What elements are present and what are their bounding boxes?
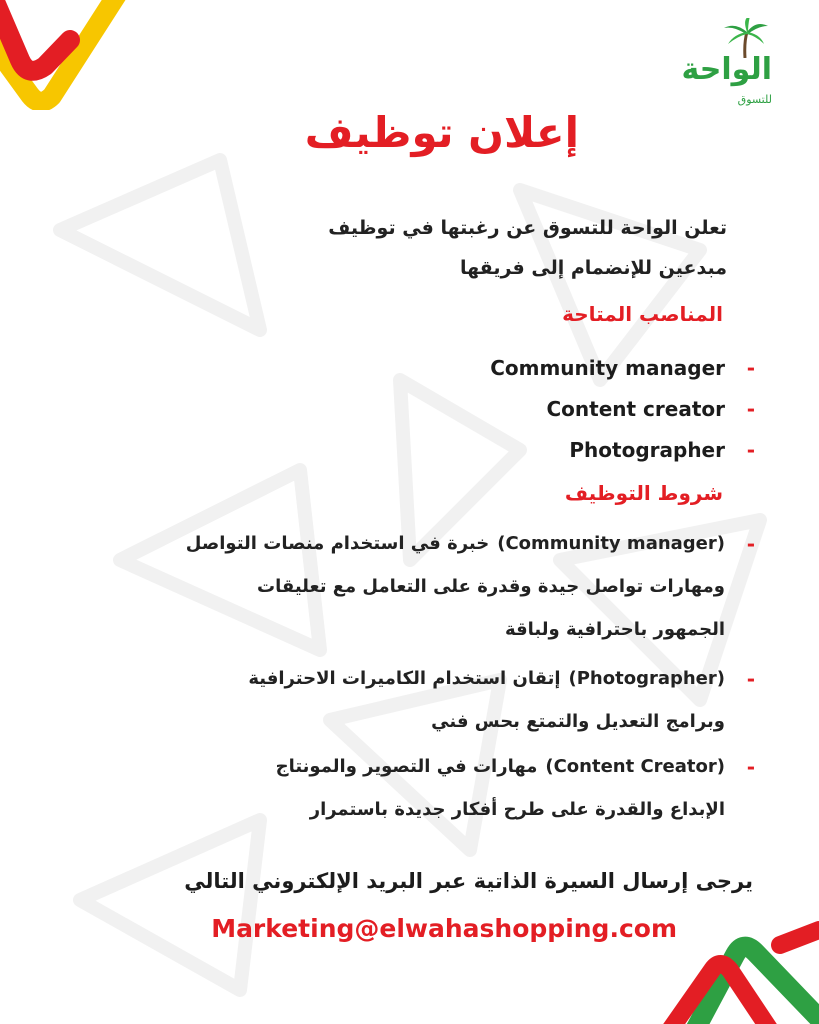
position-name: Content creator [546, 396, 725, 421]
corner-chevron-icon [0, 0, 150, 110]
intro-text [328, 208, 727, 288]
list-item [335, 429, 755, 470]
brand-name: الواحة [681, 52, 772, 87]
requirement-item [35, 657, 755, 743]
list-item [335, 347, 755, 388]
bullet-dash: - [746, 531, 755, 556]
intro-line-2: مبدعين للإنضمام إلى فريقها [459, 257, 727, 279]
bullet-dash: - [746, 666, 755, 691]
requirement-text: الإبداع والقدرة على طرح أفكار جديدة باستمرار [309, 799, 725, 820]
contact-email-link[interactable]: Marketing@elwahashopping.com [211, 914, 677, 943]
requirement-item [35, 745, 755, 831]
list-item [335, 388, 755, 429]
page-title: إعلان توظيف [304, 108, 579, 157]
requirement-text: الجمهور باحترافية ولباقة [504, 619, 725, 640]
bullet-dash: - [746, 355, 755, 380]
requirement-text: إتقان استخدام الكاميرات الاحترافية [248, 668, 561, 689]
requirement-item [35, 522, 755, 651]
requirement-role: (Content Creator) [545, 756, 725, 777]
requirements-heading: شروط التوظيف [564, 481, 723, 505]
requirement-role: (Photographer) [568, 668, 725, 689]
positions-list [335, 347, 755, 470]
bullet-dash: - [746, 396, 755, 421]
position-name: Community manager [490, 355, 725, 380]
requirement-text: مهارات في التصوير والمونتاج [275, 756, 538, 777]
bullet-dash: - [746, 754, 755, 779]
apply-instruction: يرجى إرسال السيرة الذاتية عبر البريد الإلكتروني التالي [184, 869, 753, 893]
requirement-text: خبرة في استخدام منصات التواصل [185, 533, 490, 554]
requirement-role: (Community manager) [497, 533, 725, 554]
brand-subtitle: للتسوق [737, 93, 772, 106]
intro-line-1: تعلن الواحة للتسوق عن رغبتها في توظيف [328, 217, 727, 239]
brand-logo [681, 18, 796, 106]
positions-heading: المناصب المتاحة [562, 302, 723, 326]
position-name: Photographer [569, 437, 725, 462]
requirement-text: وبرامج التعديل والتمتع بحس فني [431, 711, 725, 732]
requirement-text: ومهارات تواصل جيدة وقدرة على التعامل مع تعليقات [257, 576, 725, 597]
bullet-dash: - [746, 437, 755, 462]
